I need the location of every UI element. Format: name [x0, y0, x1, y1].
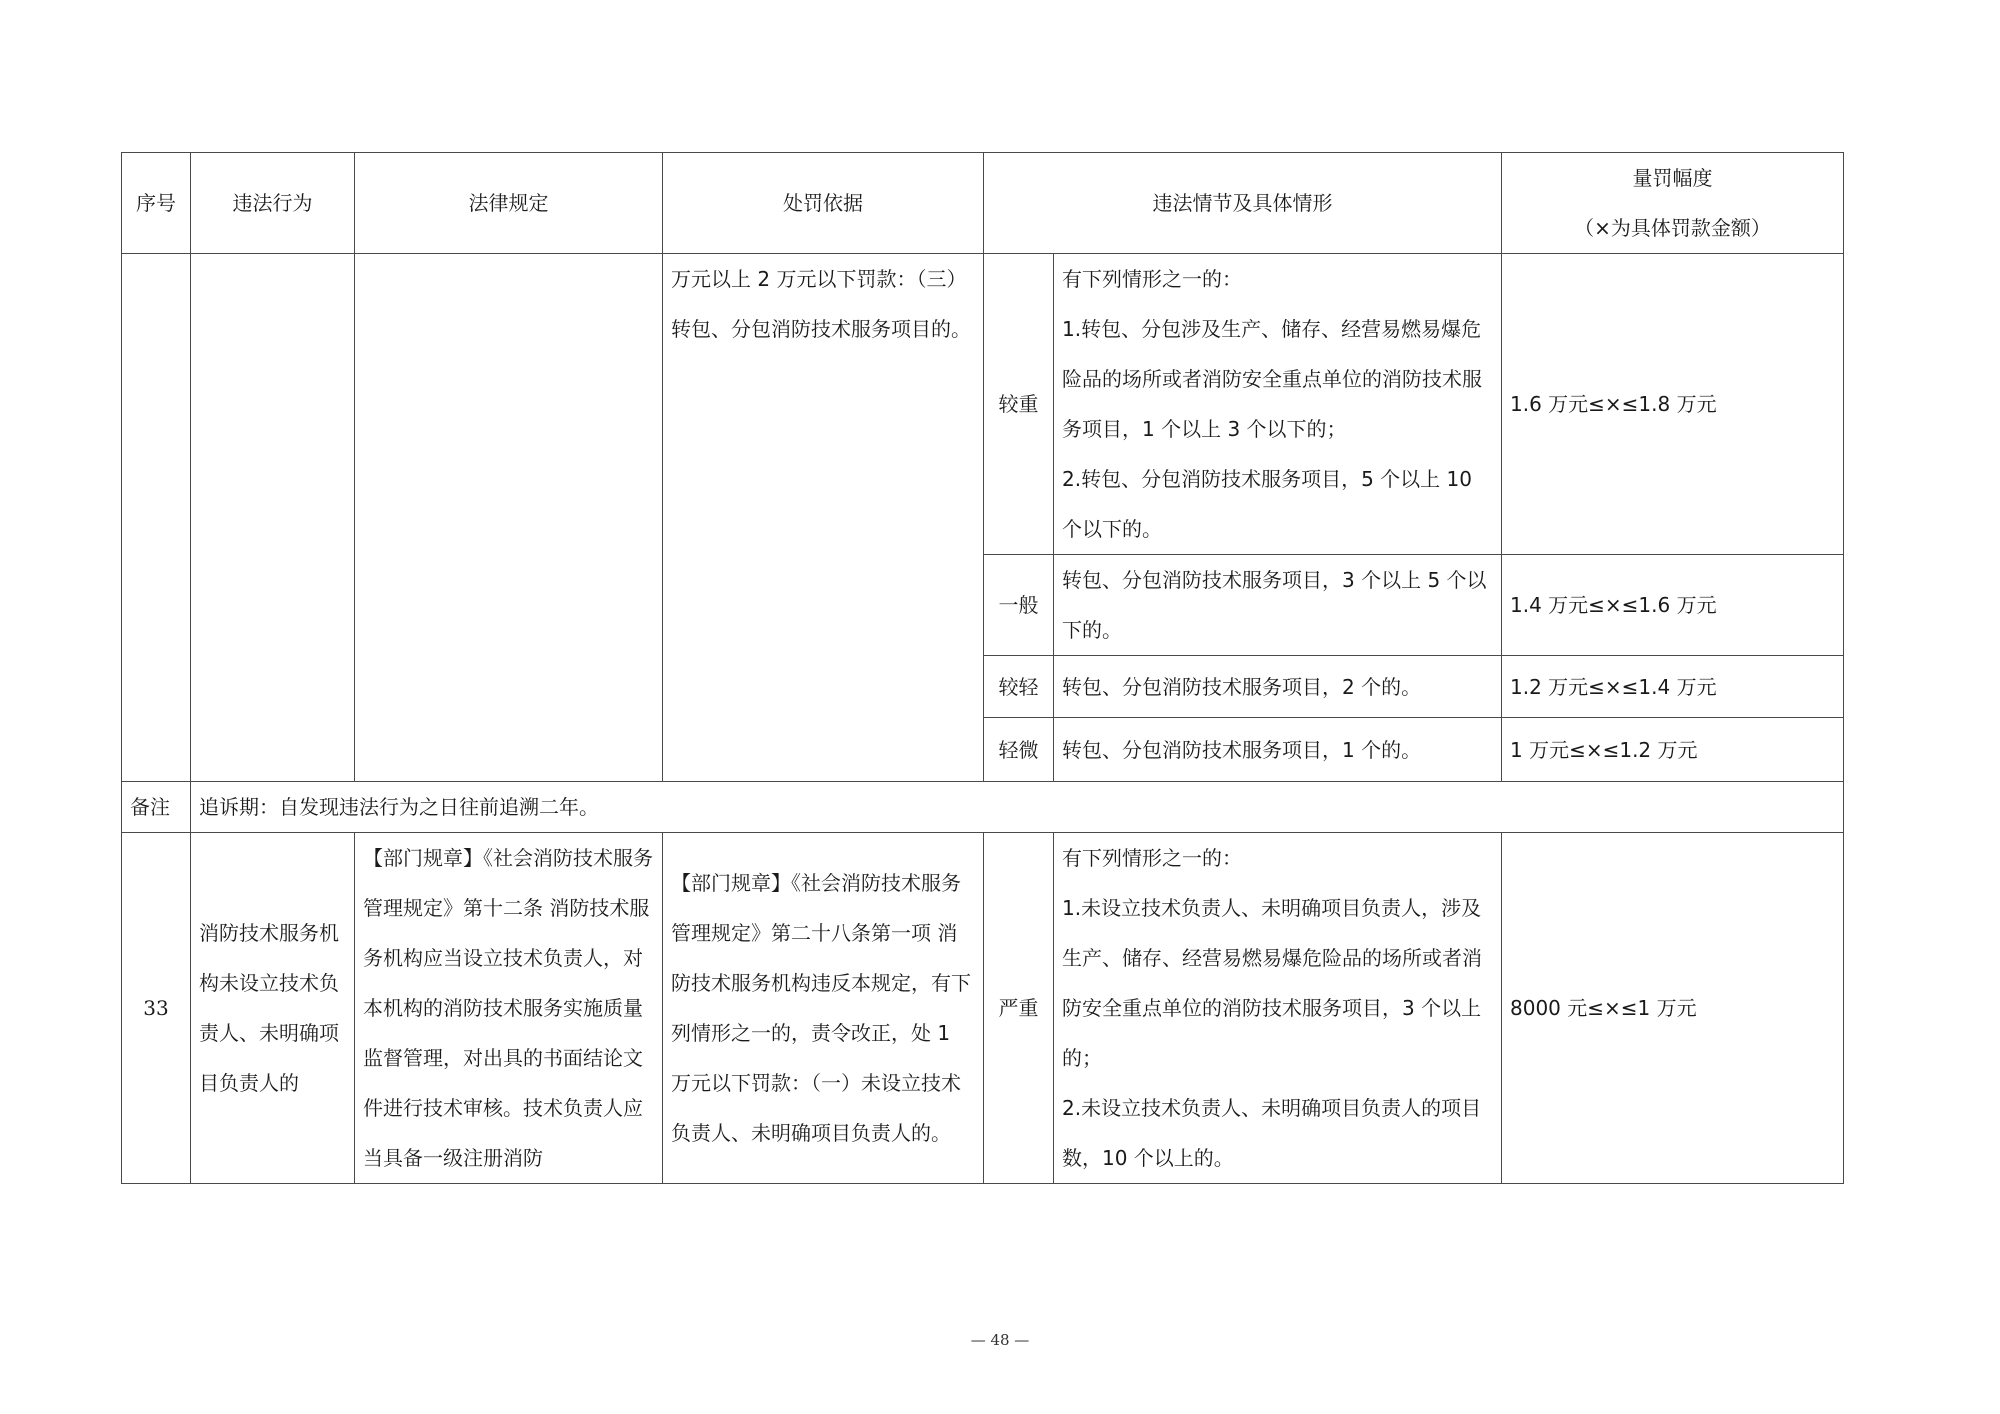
- header-law: 法律规定: [355, 153, 663, 254]
- amount-cell: 1.6 万元≤×≤1.8 万元: [1502, 254, 1844, 555]
- header-row: [122, 153, 1844, 254]
- amount-cell: 8000 元≤×≤1 万元: [1502, 833, 1844, 1184]
- header-behavior: 违法行为: [191, 153, 355, 254]
- note-row: [122, 782, 1844, 833]
- note-text: 追诉期：自发现违法行为之日往前追溯二年。: [191, 782, 1844, 833]
- seq-cell: 33: [122, 833, 191, 1184]
- header-basis: 处罚依据: [663, 153, 984, 254]
- circumstance-line: 有下列情形之一的：: [1062, 267, 1242, 291]
- table-row: [122, 833, 1844, 1184]
- level-cell: 轻微: [984, 718, 1054, 782]
- header-range: [1502, 153, 1844, 254]
- circumstance-cell: [1054, 254, 1502, 555]
- law-cell: 【部门规章】《社会消防技术服务管理规定》第十二条 消防技术服务机构应当设立技术负责人，对本机构的消防技术服务实施质量监督管理，对出具的书面结论文件进行技术审核。技术负责人应当具备一级注册消防: [355, 833, 663, 1184]
- circumstance-cell: [1054, 833, 1502, 1184]
- circumstance-line: 1.转包、分包涉及生产、储存、经营易燃易爆危险品的场所或者消防安全重点单位的消防技术服务项目，1 个以上 3 个以下的；: [1062, 317, 1482, 441]
- circumstance-line: 2.未设立技术负责人、未明确项目负责人的项目数，10 个以上的。: [1062, 1096, 1482, 1170]
- header-circumstances: 违法情节及具体情形: [984, 153, 1502, 254]
- level-cell: 较轻: [984, 656, 1054, 718]
- circumstance-cell: 转包、分包消防技术服务项目，2 个的。: [1054, 656, 1502, 718]
- circumstance-line: 2.转包、分包消防技术服务项目，5 个以上 10 个以下的。: [1062, 467, 1472, 541]
- header-range-line2: （×为具体罚款金额）: [1574, 216, 1771, 240]
- cont-law-cell: [355, 254, 663, 782]
- page-number: — 48 —: [970, 1331, 1030, 1349]
- amount-cell: 1.4 万元≤×≤1.6 万元: [1502, 555, 1844, 656]
- circumstance-cell: 转包、分包消防技术服务项目，3 个以上 5 个以下的。: [1054, 555, 1502, 656]
- cont-behavior-cell: [191, 254, 355, 782]
- cont-basis-cell: 万元以上 2 万元以下罚款：（三）转包、分包消防技术服务项目的。: [663, 254, 984, 782]
- note-label: 备注: [122, 782, 191, 833]
- header-range-line1: 量罚幅度: [1632, 166, 1713, 190]
- penalty-table: [121, 152, 1844, 1184]
- level-cell: 一般: [984, 555, 1054, 656]
- circumstance-cell: 转包、分包消防技术服务项目，1 个的。: [1054, 718, 1502, 782]
- circumstance-line: 1.未设立技术负责人、未明确项目负责人，涉及生产、储存、经营易燃易爆危险品的场所或者消防安全重点单位的消防技术服务项目，3 个以上的；: [1062, 896, 1482, 1070]
- amount-cell: 1.2 万元≤×≤1.4 万元: [1502, 656, 1844, 718]
- level-cell: 较重: [984, 254, 1054, 555]
- behavior-cell: 消防技术服务机构未设立技术负责人、未明确项目负责人的: [191, 833, 355, 1184]
- circumstance-line: 有下列情形之一的：: [1062, 846, 1242, 870]
- table-row: [122, 254, 1844, 555]
- cont-seq-cell: [122, 254, 191, 782]
- header-seq: 序号: [122, 153, 191, 254]
- amount-cell: 1 万元≤×≤1.2 万元: [1502, 718, 1844, 782]
- basis-cell: 【部门规章】《社会消防技术服务管理规定》第二十八条第一项 消防技术服务机构违反本规定，有下列情形之一的，责令改正，处 1 万元以下罚款：（一）未设立技术负责人、未明确项目负责人的。: [663, 833, 984, 1184]
- level-cell: 严重: [984, 833, 1054, 1184]
